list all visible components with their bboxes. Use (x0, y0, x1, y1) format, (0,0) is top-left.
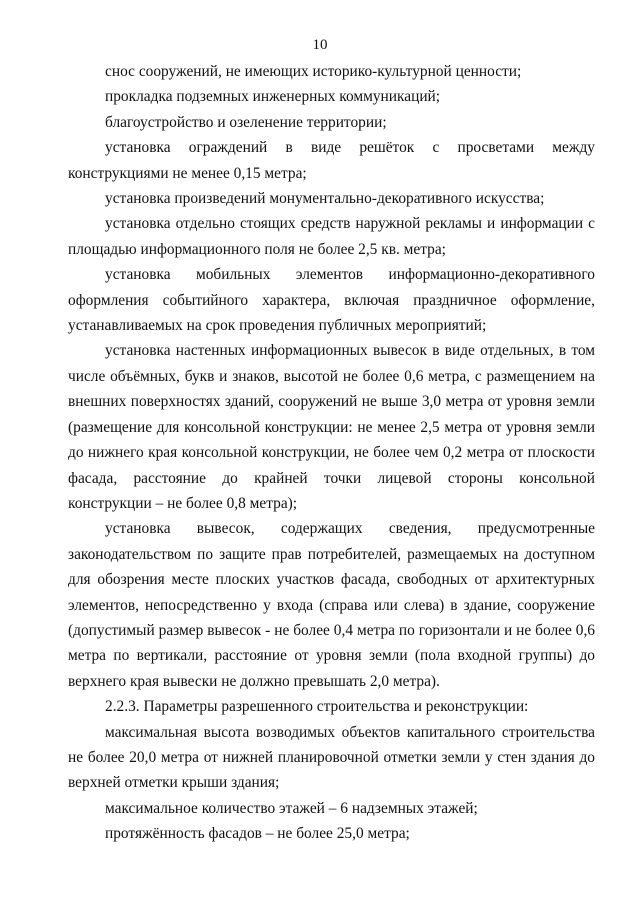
paragraph-max-height: максимальная высота возводимых объектов капитального строительства не более 20,0 метра от нижней планировочной отметки земли у стен здания до верхней отметки крыши здания; (68, 723, 595, 792)
paragraph-max-floors: максимальное количество этажей – 6 надземных этажей; (105, 799, 478, 817)
paragraph-outdoor-advertising: установка отдельно стоящих средств наружной рекламы и информации с площадью информационного поля не более 2,5 кв. метра; (68, 215, 595, 258)
paragraph-fences: установка ограждений в виде решёток с просветами между конструкциями не менее 0,15 метра; (68, 139, 595, 182)
section-heading-2-2-3: 2.2.3. Параметры разрешенного строительства и реконструкции: (105, 698, 529, 716)
paragraph-landscaping: благоустройство и озеленение территории; (105, 113, 387, 131)
paragraph-consumer-signs: установка вывесок, содержащих сведения, предусмотренные законодательством по защите прав потребителей, размещаемых на доступном для обозрения месте плоских участков фасада, свободных от архитектурных элементов, непосредственно у входа (справа или слева) в здание, сооружение (допустимый размер вывесок - не более 0,4 метра по горизонтали и не более 0,6 метра по вертикали, расстояние от уровня земли (пола входной группы) до верхнего края вывески не должно превышать 2,0 метра). (68, 520, 595, 690)
page-number: 10 (312, 37, 328, 53)
paragraph-facade-length: протяжённость фасадов – не более 25,0 метра; (105, 825, 410, 843)
paragraph-utilities: прокладка подземных инженерных коммуникаций; (105, 88, 441, 106)
paragraph-monumental-art: установка произведений монументально-декоративного искусства; (105, 190, 545, 208)
paragraph-wall-signs: установка настенных информационных вывесок в виде отдельных, в том числе объёмных, букв и знаков, высотой не более 0,6 метра, с размещением на внешних поверхностях зданий, сооружений не выше 3,0 метра от уровня земли (размещение для консольной конструкции: не менее 2,5 метра от уровня земли до нижнего края консольной конструкции, не более чем 0,2 метра от плоскости фасада, расстояние до крайней точки лицевой стороны консольной конструкции – не более 0,8 метра); (68, 342, 595, 512)
paragraph-demolition: снос сооружений, не имеющих историко-культурной ценности; (105, 63, 522, 80)
document-body (68, 59, 595, 847)
paragraph-mobile-decor: установка мобильных элементов информационно-декоративного оформления событийного характера, включая праздничное оформление, устанавливаемых на срок проведения публичных мероприятий; (68, 266, 595, 335)
